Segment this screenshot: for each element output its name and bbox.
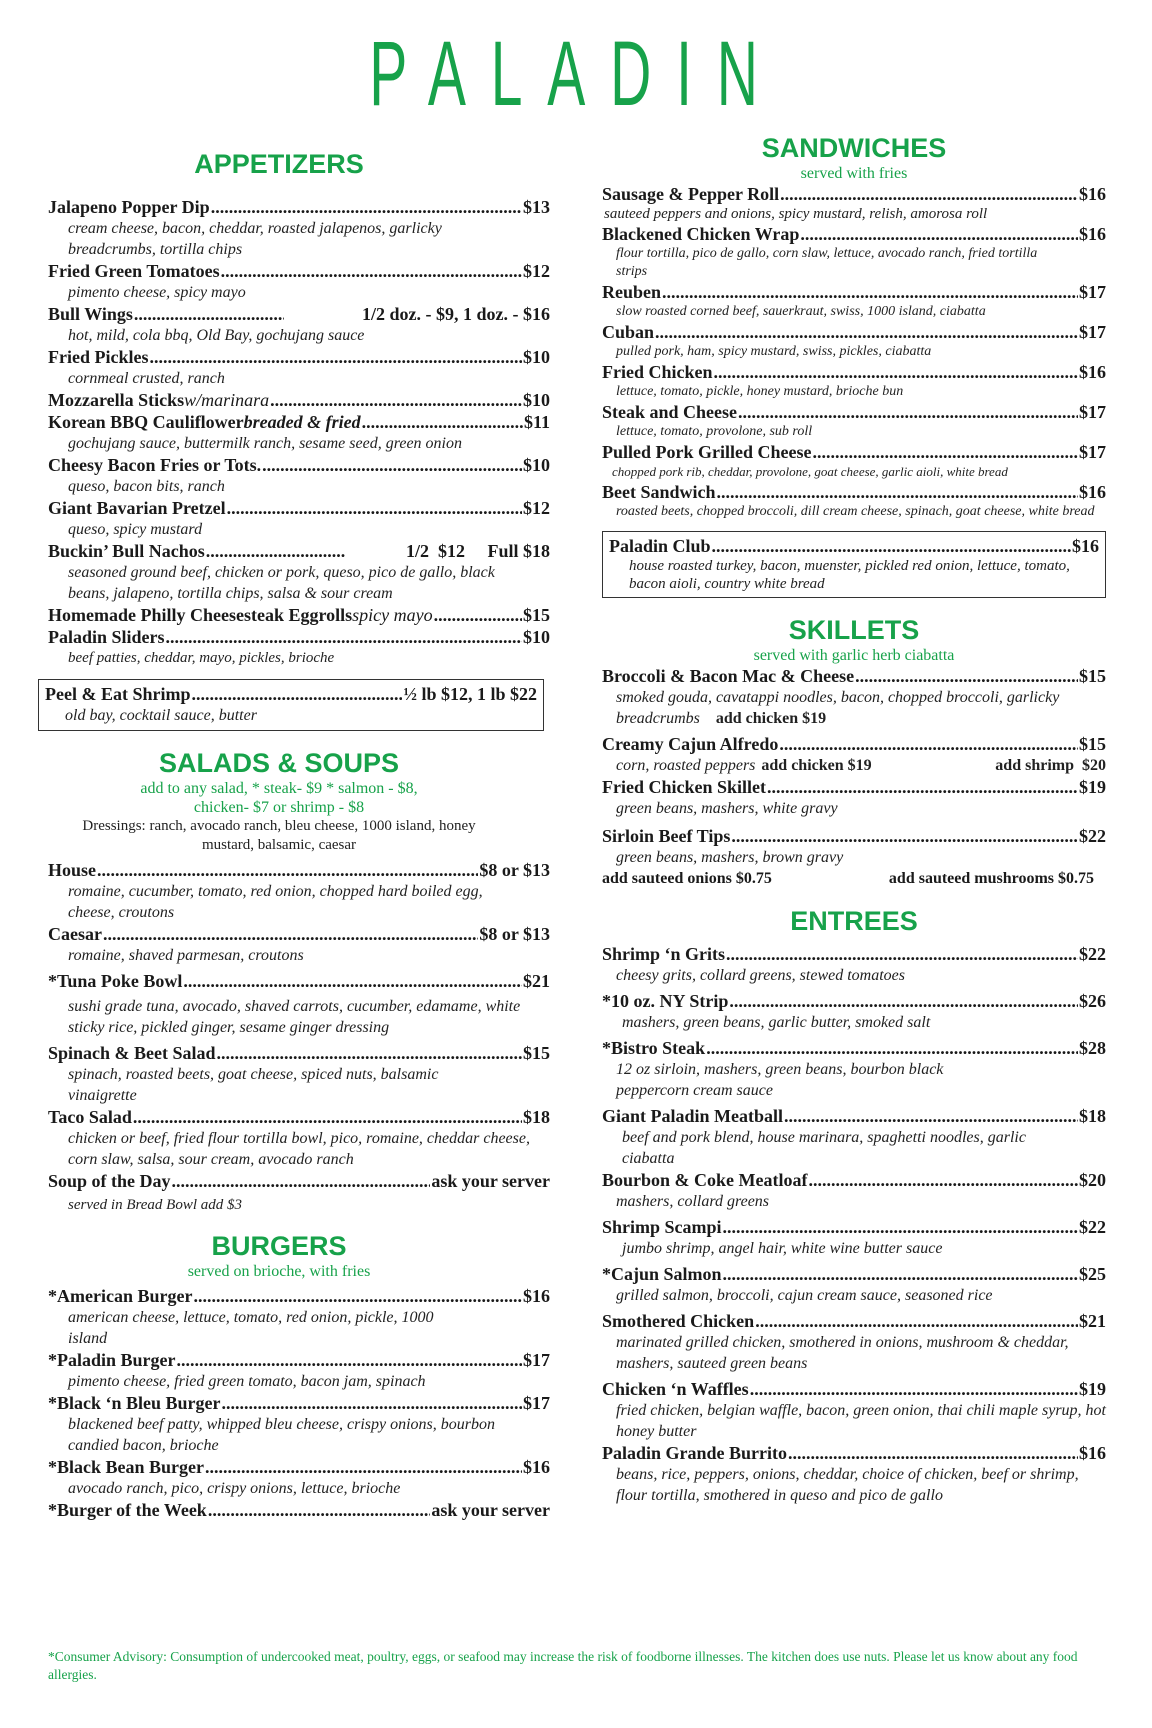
- item-description: queso, bacon bits, ranch: [68, 478, 225, 495]
- menu-item: [48, 1042, 550, 1106]
- item-name: Giant Bavarian Pretzel: [48, 498, 226, 518]
- featured-item-box: [38, 679, 544, 731]
- menu-item: [48, 923, 550, 966]
- skillets-list: [602, 665, 1106, 889]
- item-price: $16: [1079, 482, 1106, 502]
- item-price: $8 or $13: [479, 924, 550, 944]
- item-price: $16: [1079, 184, 1106, 204]
- menu-item: [48, 389, 550, 411]
- item-price: $17: [523, 1393, 550, 1413]
- item-price: $22: [1079, 944, 1106, 964]
- menu-item: [602, 1310, 1106, 1374]
- item-note: spicy mayo: [352, 605, 433, 625]
- item-price: $21: [1079, 1311, 1106, 1331]
- item-name: *Tuna Poke Bowl: [48, 971, 183, 991]
- item-price: $12: [523, 498, 550, 518]
- menu-item: [602, 665, 1106, 729]
- item-name: Cheesy Bacon Fries or Tots.: [48, 455, 262, 475]
- item-price: $10: [523, 455, 550, 475]
- right-column: [602, 132, 1106, 1506]
- item-description: lettuce, tomato, provolone, sub roll: [616, 424, 813, 439]
- menu-item: [48, 1456, 550, 1499]
- item-name: Spinach & Beet Salad: [48, 1043, 216, 1063]
- item-name: Sausage & Pepper Roll: [602, 184, 780, 204]
- item-name: *Paladin Burger: [48, 1350, 176, 1370]
- item-description: 12 oz sirloin, mashers, green beans, bourbon black peppercorn cream sauce: [616, 1061, 944, 1099]
- item-price: $10: [523, 390, 550, 410]
- menu-item: [48, 1285, 550, 1349]
- add-onions-option: add sauteed onions $0.75: [602, 870, 772, 887]
- menu-item: [48, 303, 550, 346]
- item-name: *Cajun Salmon: [602, 1264, 722, 1284]
- item-name: Reuben: [602, 282, 662, 302]
- menu-item: [602, 1216, 1106, 1259]
- salads-list: [48, 859, 550, 1214]
- menu-item: [602, 990, 1106, 1033]
- item-price: $15: [1079, 666, 1106, 686]
- item-description: fried chicken, belgian waffle, bacon, green onion, thai chili maple syrup, hot honey butter: [616, 1402, 1106, 1440]
- item-name: House: [48, 860, 97, 880]
- item-name: *10 oz. NY Strip: [602, 991, 729, 1011]
- menu-item: [48, 604, 550, 626]
- item-price: $16: [1072, 536, 1099, 556]
- item-description: house roasted turkey, bacon, muenster, pickled red onion, lettuce, tomato, bacon aioli, country white bread: [629, 558, 1070, 592]
- item-name: *Black Bean Burger: [48, 1457, 204, 1477]
- menu-item: [48, 497, 550, 540]
- item-name: Buckin’ Bull Nachos: [48, 541, 205, 561]
- item-name: Beet Sandwich: [602, 482, 716, 502]
- item-name: Fried Green Tomatoes: [48, 261, 220, 281]
- menu-item: [602, 281, 1106, 321]
- item-name: *Burger of the Week: [48, 1500, 207, 1520]
- item-description: lettuce, tomato, pickle, honey mustard, brioche bun: [616, 384, 904, 399]
- add-on-option: add chicken $19: [715, 710, 827, 727]
- item-description: green beans, mashers, white gravy: [616, 800, 838, 817]
- entrees-title: ENTREES: [790, 906, 918, 936]
- menu-item: [48, 1106, 550, 1170]
- item-price: $17: [1079, 442, 1106, 462]
- item-name: Homemade Philly Cheesesteak Eggrolls: [48, 605, 353, 625]
- item-description: beef and pork blend, house marinara, spaghetti noodles, garlic ciabatta: [622, 1129, 1026, 1167]
- item-description: old bay, cocktail sauce, butter: [65, 707, 257, 724]
- item-description: mashers, green beans, garlic butter, smoked salt: [622, 1014, 931, 1031]
- burgers-subtitle: served on brioche, with fries: [187, 1263, 371, 1280]
- menu-item: [602, 1263, 1106, 1306]
- item-name: Bull Wings: [48, 304, 133, 324]
- item-description: [602, 755, 1106, 776]
- item-price: $21: [523, 971, 550, 991]
- menu-item: [48, 970, 550, 1038]
- item-price: $20: [1079, 1170, 1106, 1190]
- item-description: chopped pork rib, cheddar, provolone, goat cheese, garlic aioli, white bread: [612, 464, 1008, 479]
- item-description: sauteed peppers and onions, spicy mustard, relish, amorosa roll: [604, 206, 988, 222]
- item-price: $26: [1079, 991, 1106, 1011]
- menu-item: [48, 260, 550, 303]
- item-description: mashers, collard greens: [616, 1193, 770, 1210]
- item-description: served in Bread Bowl add $3: [68, 1197, 243, 1213]
- item-description: sushi grade tuna, avocado, shaved carrots, cucumber, edamame, white sticky rice, pickled ginger, sesame ginger dressing: [68, 998, 521, 1036]
- featured-item-box: [602, 531, 1106, 598]
- entrees-list: [602, 943, 1106, 1506]
- item-name: *Black ‘n Bleu Burger: [48, 1393, 221, 1413]
- item-name: Steak and Cheese: [602, 402, 738, 422]
- item-description: cornmeal crusted, ranch: [68, 370, 225, 387]
- item-description: romaine, shaved parmesan, croutons: [68, 947, 304, 964]
- item-price: $8 or $13: [479, 860, 550, 880]
- item-note: w/marinara: [184, 390, 270, 410]
- item-name: Fried Chicken: [602, 362, 713, 382]
- item-name: Shrimp ‘n Grits: [602, 944, 726, 964]
- item-description-text: smoked gouda, cavatappi noodles, bacon, chopped broccoli, garlicky breadcrumbs: [616, 689, 1060, 727]
- item-name: Jalapeno Popper Dip: [48, 197, 210, 217]
- item-price: $28: [1079, 1038, 1106, 1058]
- item-price: $16: [1079, 1443, 1106, 1463]
- item-price: $22: [1079, 1217, 1106, 1237]
- menu-item: [48, 1170, 550, 1214]
- item-description: slow roasted corned beef, sauerkraut, swiss, 1000 island, ciabatta: [616, 304, 986, 319]
- item-name: Caesar: [48, 924, 102, 944]
- item-name: *Bistro Steak: [602, 1038, 706, 1058]
- menu-item: [602, 361, 1106, 401]
- add-mushrooms-option: add sauteed mushrooms $0.75: [888, 870, 1094, 887]
- item-name: Blackened Chicken Wrap: [602, 224, 800, 244]
- item-description: green beans, mashers, brown gravy: [616, 849, 844, 866]
- item-name: Taco Salad: [48, 1107, 132, 1127]
- item-price: $17: [1079, 322, 1106, 342]
- menu-item: [48, 859, 550, 923]
- item-price: $22: [1079, 826, 1106, 846]
- item-price: $18: [1079, 1106, 1106, 1126]
- item-price: 1/2 doz. - $9, 1 doz. - $16: [362, 304, 550, 324]
- item-description: jumbo shrimp, angel hair, white wine butter sauce: [622, 1240, 943, 1257]
- appetizers-list: [45, 196, 550, 731]
- add-on-option: add shrimp $20: [995, 757, 1106, 774]
- item-price: ask your server: [431, 1500, 550, 1520]
- item-description: [602, 687, 1106, 729]
- menu-item: [602, 776, 1106, 819]
- sandwiches-list: [602, 183, 1106, 598]
- item-description: blackened beef patty, whipped bleu cheese, crispy onions, bourbon candied bacon, brioche: [68, 1416, 496, 1454]
- item-name: Fried Chicken Skillet: [602, 777, 767, 797]
- item-description: pulled pork, ham, spicy mustard, swiss, pickles, ciabatta: [616, 344, 932, 359]
- salads-subtitle-line2: chicken- $7 or shrimp - $8: [193, 799, 365, 816]
- menu-item: [48, 1349, 550, 1392]
- item-description: grilled salmon, broccoli, cajun cream sauce, seasoned rice: [616, 1287, 993, 1304]
- sandwiches-subtitle: served with fries: [800, 165, 908, 182]
- menu-item: [602, 1169, 1106, 1212]
- item-note: breaded & fried: [243, 412, 361, 432]
- item-description: beans, rice, peppers, onions, cheddar, choice of chicken, beef or shrimp, flour tortilla, smothered in queso and pico de gallo: [616, 1466, 1079, 1504]
- appetizers-title: APPETIZERS: [194, 149, 364, 179]
- menu-item: [48, 454, 550, 497]
- item-description: marinated grilled chicken, smothered in onions, mushroom & cheddar, mashers, sauteed green beans: [616, 1334, 1069, 1372]
- item-price: $15: [523, 605, 550, 625]
- menu-item: [602, 441, 1106, 481]
- item-price: $25: [1079, 1264, 1106, 1284]
- item-name: Creamy Cajun Alfredo: [602, 734, 779, 754]
- dressings-line1: Dressings: ranch, avocado ranch, bleu cheese, 1000 island, honey: [82, 818, 476, 834]
- item-description: flour tortilla, pico de gallo, corn slaw, lettuce, avocado ranch, fried tortilla strips: [616, 246, 1038, 279]
- item-description: beef patties, cheddar, mayo, pickles, brioche: [68, 650, 335, 666]
- item-price: ½ lb $12, 1 lb $22: [403, 684, 537, 704]
- menu-item: [48, 411, 550, 454]
- item-price: $17: [1079, 282, 1106, 302]
- add-on-option: add chicken $19: [761, 757, 872, 774]
- item-name: Pulled Pork Grilled Cheese: [602, 442, 812, 462]
- item-name: Giant Paladin Meatball: [602, 1106, 784, 1126]
- item-price: $17: [1079, 402, 1106, 422]
- menu-item: [602, 733, 1106, 776]
- item-description: hot, mild, cola bbq, Old Bay, gochujang sauce: [68, 327, 365, 344]
- item-price: ask your server: [431, 1171, 550, 1191]
- menu-item: [602, 825, 1106, 868]
- item-price: $13: [523, 197, 550, 217]
- item-description: avocado ranch, pico, crispy onions, lettuce, brioche: [68, 1480, 401, 1497]
- consumer-advisory: *Consumer Advisory: Consumption of undercooked meat, poultry, eggs, or seafood may increase the risk of foodborne illnesses. The kitchen does use nuts. Please let us know about any food allergies.: [48, 1649, 1078, 1682]
- item-price: $15: [1079, 734, 1106, 754]
- item-price: $16: [1079, 224, 1106, 244]
- item-name: Soup of the Day: [48, 1171, 171, 1191]
- skillet-add-ons: [602, 868, 1106, 889]
- item-name: Fried Pickles: [48, 347, 149, 367]
- item-name: Mozzarella Sticks: [48, 390, 185, 410]
- item-name: Chicken ‘n Waffles: [602, 1379, 749, 1399]
- skillets-title: SKILLETS: [788, 615, 920, 645]
- salads-title: SALADS & SOUPS: [158, 748, 400, 778]
- menu-item: [48, 540, 550, 604]
- menu-item: [602, 1105, 1106, 1169]
- menu-item: [602, 223, 1106, 281]
- menu-item: [48, 626, 550, 669]
- item-name: Smothered Chicken: [602, 1311, 755, 1331]
- item-name: Korean BBQ Cauliflower: [48, 412, 244, 432]
- item-name: *American Burger: [48, 1286, 193, 1306]
- item-description: pimento cheese, spicy mayo: [68, 284, 246, 301]
- item-price: $19: [1079, 777, 1106, 797]
- menu-item: [602, 1442, 1106, 1506]
- item-name: Cuban: [602, 322, 655, 342]
- dressings-line2: mustard, balsamic, caesar: [201, 837, 357, 853]
- item-price: $16: [1079, 362, 1106, 382]
- item-description: chicken or beef, fried flour tortilla bowl, pico, romaine, cheddar cheese, corn slaw, salsa, sour cream, avocado ranch: [68, 1130, 530, 1168]
- item-description: cheesy grits, collard greens, stewed tomatoes: [616, 967, 905, 984]
- item-description: pimento cheese, fried green tomato, bacon jam, spinach: [68, 1373, 426, 1390]
- item-name: Paladin Club: [609, 536, 711, 556]
- item-price: $16: [523, 1286, 550, 1306]
- item-price: 1/2 $12 Full $18: [405, 541, 550, 561]
- item-name: Bourbon & Coke Meatloaf: [602, 1170, 808, 1190]
- item-price: $15: [523, 1043, 550, 1063]
- item-price: $16: [523, 1457, 550, 1477]
- item-price: $17: [523, 1350, 550, 1370]
- item-description: cream cheese, bacon, cheddar, roasted jalapenos, garlicky breadcrumbs, tortilla chips: [68, 220, 442, 258]
- skillets-subtitle: served with garlic herb ciabatta: [753, 647, 955, 664]
- menu-item: [602, 1037, 1106, 1101]
- menu-item: [602, 1378, 1106, 1442]
- item-description: spinach, roasted beets, goat cheese, spiced nuts, balsamic vinaigrette: [68, 1066, 439, 1104]
- menu-item: [602, 943, 1106, 986]
- item-name: Broccoli & Bacon Mac & Cheese: [602, 666, 855, 686]
- item-description: seasoned ground beef, chicken or pork, queso, pico de gallo, black beans, jalapeno, tortilla chips, salsa & sour cream: [68, 564, 495, 602]
- restaurant-logo: PALADIN: [369, 23, 783, 125]
- item-price: $10: [523, 627, 550, 647]
- item-price: $11: [523, 412, 550, 432]
- item-price: $10: [523, 347, 550, 367]
- item-name: Sirloin Beef Tips: [602, 826, 731, 846]
- item-description-text: corn, roasted peppers: [616, 757, 756, 774]
- burgers-list: [48, 1285, 550, 1521]
- sandwiches-title: SANDWICHES: [761, 133, 947, 163]
- item-name: Shrimp Scampi: [602, 1217, 722, 1237]
- item-name: Paladin Grande Burrito: [602, 1443, 788, 1463]
- menu-item: [602, 321, 1106, 361]
- item-description: american cheese, lettuce, tomato, red onion, pickle, 1000 island: [68, 1309, 434, 1347]
- menu-item: [602, 183, 1106, 223]
- item-description: romaine, cucumber, tomato, red onion, chopped hard boiled egg, cheese, croutons: [68, 883, 483, 921]
- menu-item: [48, 346, 550, 389]
- menu-item: [48, 1499, 550, 1521]
- menu-item: [602, 401, 1106, 441]
- salads-subtitle-line1: add to any salad, * steak- $9 * salmon - $8,: [140, 780, 418, 797]
- menu-item: [48, 196, 550, 260]
- item-description: queso, spicy mustard: [68, 521, 203, 538]
- item-description: gochujang sauce, buttermilk ranch, sesame seed, green onion: [68, 435, 462, 452]
- item-name: Peel & Eat Shrimp: [45, 684, 191, 704]
- left-column: [45, 148, 550, 1521]
- item-price: $12: [523, 261, 550, 281]
- menu-item: [602, 481, 1106, 521]
- item-description: roasted beets, chopped broccoli, dill cream cheese, spinach, goat cheese, white bread: [616, 504, 1095, 519]
- item-price: $18: [523, 1107, 550, 1127]
- item-name: Paladin Sliders: [48, 627, 165, 647]
- item-price: $19: [1079, 1379, 1106, 1399]
- burgers-title: BURGERS: [211, 1231, 347, 1261]
- menu-item: [48, 1392, 550, 1456]
